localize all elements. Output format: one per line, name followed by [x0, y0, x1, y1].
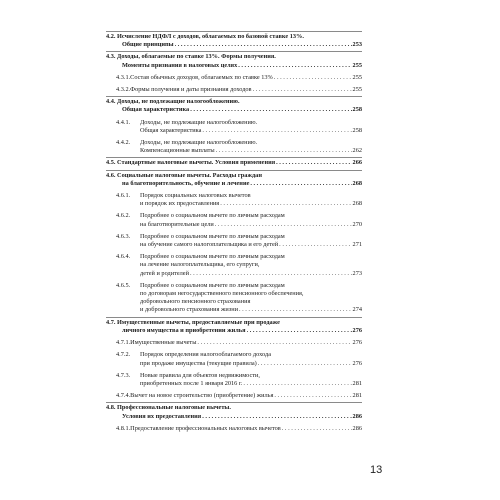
toc-line	[106, 327, 362, 335]
toc-entry-text: детей и родителей	[140, 269, 189, 277]
toc-entry-text: Общие принципы	[122, 41, 174, 49]
dot-leader	[276, 159, 351, 167]
toc-entry-text: 4.7. Имущественные вычеты, предоставляемые при продаже	[106, 318, 280, 326]
toc-line	[106, 392, 362, 400]
toc-entry-text: Доходы, не подлежащие налогообложению.	[140, 118, 258, 126]
toc-line	[106, 380, 362, 388]
toc-section	[106, 51, 362, 94]
toc-line	[106, 86, 362, 94]
toc-subsection	[106, 351, 362, 367]
toc-section	[106, 402, 362, 433]
toc-line	[106, 253, 362, 261]
toc-line	[106, 172, 362, 180]
toc-subsection	[106, 119, 362, 135]
toc-line	[106, 74, 362, 82]
toc-subsection	[106, 372, 362, 388]
toc-line	[106, 192, 362, 200]
toc-line	[106, 180, 362, 188]
toc-line	[106, 33, 362, 41]
dot-leader	[253, 86, 352, 94]
toc-entry-text: 4.5. Стандартные налоговые вычеты. Условия применения	[106, 159, 276, 167]
toc-line	[106, 290, 362, 298]
dot-leader	[190, 106, 351, 114]
toc-entry-text: Доходы, не подлежащие налогообложению.	[140, 139, 258, 147]
toc-page-number: 286	[352, 424, 362, 432]
toc-entry-text: Условия их предоставления	[122, 412, 202, 420]
toc-line	[106, 372, 362, 380]
toc-subsection	[106, 425, 362, 433]
toc-entry-text: 4.3. Доходы, облагаемые по ставке 13%. Формы получения.	[106, 53, 276, 61]
toc-entry-text: приобретенных после 1 января 2016 г.	[140, 379, 243, 387]
toc-line	[106, 282, 362, 290]
toc-line	[106, 41, 362, 49]
toc-line	[106, 404, 362, 412]
toc-entry-number: 4.7.1.	[116, 339, 131, 347]
toc-page-number: 270	[352, 220, 362, 228]
toc-line	[106, 139, 362, 147]
toc-entry-number: 4.6.4.	[116, 253, 131, 261]
dot-leader	[279, 241, 351, 249]
toc-entry-text: на благотворительные цели	[140, 220, 214, 228]
toc-entry-number: 4.4.1.	[116, 118, 131, 126]
toc-line	[106, 119, 362, 127]
toc-page-number: 258	[352, 126, 362, 134]
toc-entry-text: 4.4. Доходы, не подлежащие налогообложению.	[106, 98, 240, 106]
toc-line	[106, 200, 362, 208]
toc-line	[106, 221, 362, 229]
toc-entry-text: Предоставление профессиональных налоговых вычетов	[130, 424, 281, 432]
dot-leader	[197, 339, 351, 347]
dot-leader	[239, 306, 352, 314]
toc-line	[106, 351, 362, 359]
toc-line	[106, 53, 362, 61]
toc-section	[106, 170, 362, 315]
toc-entry-text: на лечение налогоплательщика, его супруги,	[140, 261, 260, 269]
toc-line	[106, 319, 362, 327]
toc-entry-text: Подробнее о социальном вычете по личным расходам	[140, 281, 285, 289]
toc-subsection	[106, 139, 362, 155]
toc-section	[106, 317, 362, 401]
dot-leader	[238, 62, 351, 70]
toc-line	[106, 241, 362, 249]
toc-subsection	[106, 339, 362, 347]
toc-page-number: 255	[352, 73, 362, 81]
toc-subsection	[106, 86, 362, 94]
toc-entry-text: Компенсационные выплаты	[140, 147, 215, 155]
toc-entry-number: 4.7.3.	[116, 371, 131, 379]
toc-entry-text: при продаже имущества (текущие правила)	[140, 359, 257, 367]
toc-subsection	[106, 282, 362, 315]
toc-section	[106, 96, 362, 155]
dot-leader	[175, 41, 352, 49]
toc-page-number: 258	[352, 106, 362, 114]
toc-entry-text: и добровольного страхования жизни	[140, 306, 238, 314]
dot-leader	[274, 74, 352, 82]
toc-line	[106, 159, 362, 167]
toc-line	[106, 98, 362, 106]
toc-entry-number: 4.3.2.	[116, 86, 131, 94]
toc-line	[106, 270, 362, 278]
dot-leader	[220, 200, 351, 208]
toc-entry-text: Подробнее о социальном вычете по личным расходам	[140, 232, 285, 240]
toc-subsection	[106, 212, 362, 228]
dot-leader	[282, 425, 352, 433]
toc-entry-number: 4.6.3.	[116, 232, 131, 240]
toc-page-number: 276	[352, 359, 362, 367]
toc-line	[106, 212, 362, 220]
toc-line	[106, 233, 362, 241]
toc-line	[106, 147, 362, 155]
toc-entry-text: Порядок социальных налоговых вычетов	[140, 192, 251, 200]
table-of-contents	[106, 31, 362, 433]
toc-entry-number: 4.8.1.	[116, 424, 131, 432]
toc-page-number: 274	[352, 306, 362, 314]
toc-line	[106, 425, 362, 433]
toc-entry-text: добровольного пенсионного страхования	[140, 298, 251, 306]
dot-leader	[243, 380, 351, 388]
toc-entry-text: 4.8. Профессиональные налоговые вычеты.	[106, 404, 231, 412]
toc-entry-text: 4.6. Социальные налоговые вычеты. Расходы граждан	[106, 171, 262, 179]
toc-section	[106, 31, 362, 49]
toc-page-number: 276	[352, 339, 362, 347]
toc-line	[106, 127, 362, 135]
toc-page-number: 266	[352, 159, 362, 167]
toc-entry-text: по договорам негосударственного пенсионного обеспечения,	[140, 290, 304, 298]
toc-page-number: 286	[352, 412, 362, 420]
toc-page-number: 255	[352, 61, 362, 69]
toc-entry-text: Имущественные вычеты	[130, 339, 197, 347]
toc-page-number: 253	[352, 41, 362, 49]
toc-line	[106, 360, 362, 368]
toc-entry-text: и порядок их предоставления	[140, 200, 220, 208]
toc-page-number: 273	[352, 269, 362, 277]
toc-page-number: 281	[352, 379, 362, 387]
dot-leader	[215, 221, 352, 229]
toc-page-number: 271	[352, 241, 362, 249]
toc-entry-text: на благотворительность, обучение и лечение	[122, 179, 250, 187]
toc-entry-number: 4.3.1.	[116, 73, 131, 81]
dot-leader	[250, 180, 351, 188]
toc-subsection	[106, 392, 362, 400]
toc-page-number: 255	[352, 86, 362, 94]
page-number: 13	[370, 464, 383, 476]
toc-entry-text: 4.2. Исчисление НДФЛ с доходов, облагаемых по базовой ставке 13%.	[106, 33, 304, 40]
toc-line	[106, 339, 362, 347]
toc-line	[106, 306, 362, 314]
toc-entry-text: Новые правила для объектов недвижимости,	[140, 371, 260, 379]
toc-entry-text: Моменты признания в налоговых целях	[122, 61, 238, 69]
toc-line	[106, 413, 362, 421]
dot-leader	[274, 392, 351, 400]
toc-subsection	[106, 74, 362, 82]
toc-entry-text: Подробнее о социальном вычете по личным расходам	[140, 212, 285, 220]
toc-entry-text: личного имущества и приобретении жилья	[122, 326, 246, 334]
toc-entry-number: 4.6.2.	[116, 212, 131, 220]
dot-leader	[202, 127, 351, 135]
toc-subsection	[106, 233, 362, 249]
toc-entry-number: 4.7.2.	[116, 351, 131, 359]
toc-section	[106, 157, 362, 167]
toc-entry-text: на обучение самого налогоплательщика и его детей	[140, 241, 279, 249]
toc-entry-text: Порядок определения налогооблагаемого дохода	[140, 351, 271, 359]
toc-page-number: 276	[352, 326, 362, 334]
toc-entry-text: Общая характеристика	[140, 126, 202, 134]
dot-leader	[247, 327, 352, 335]
toc-line	[106, 298, 362, 306]
toc-page-number: 268	[352, 200, 362, 208]
toc-entry-text: Общая характеристика	[122, 106, 190, 114]
dot-leader	[258, 360, 352, 368]
dot-leader	[202, 413, 351, 421]
toc-subsection	[106, 192, 362, 208]
toc-entry-text: Вычет на новое строительство (приобретение) жилья	[130, 392, 274, 400]
toc-entry-text: Формы получения и даты признания доходов	[130, 86, 252, 94]
toc-entry-number: 4.4.2.	[116, 139, 131, 147]
toc-entry-text: Состав обычных доходов, облагаемых по ставке 13%	[130, 73, 273, 81]
dot-leader	[190, 270, 352, 278]
toc-line	[106, 106, 362, 114]
toc-line	[106, 62, 362, 70]
toc-page-number: 281	[352, 392, 362, 400]
toc-entry-number: 4.7.4.	[116, 392, 131, 400]
toc-subsection	[106, 253, 362, 278]
toc-entry-number: 4.6.1.	[116, 192, 131, 200]
toc-entry-text: Подробнее о социальном вычете по личным расходам	[140, 253, 285, 261]
dot-leader	[216, 147, 352, 155]
toc-line	[106, 261, 362, 269]
toc-page-number: 268	[352, 179, 362, 187]
toc-page-number: 262	[352, 147, 362, 155]
toc-entry-number: 4.6.5.	[116, 281, 131, 289]
